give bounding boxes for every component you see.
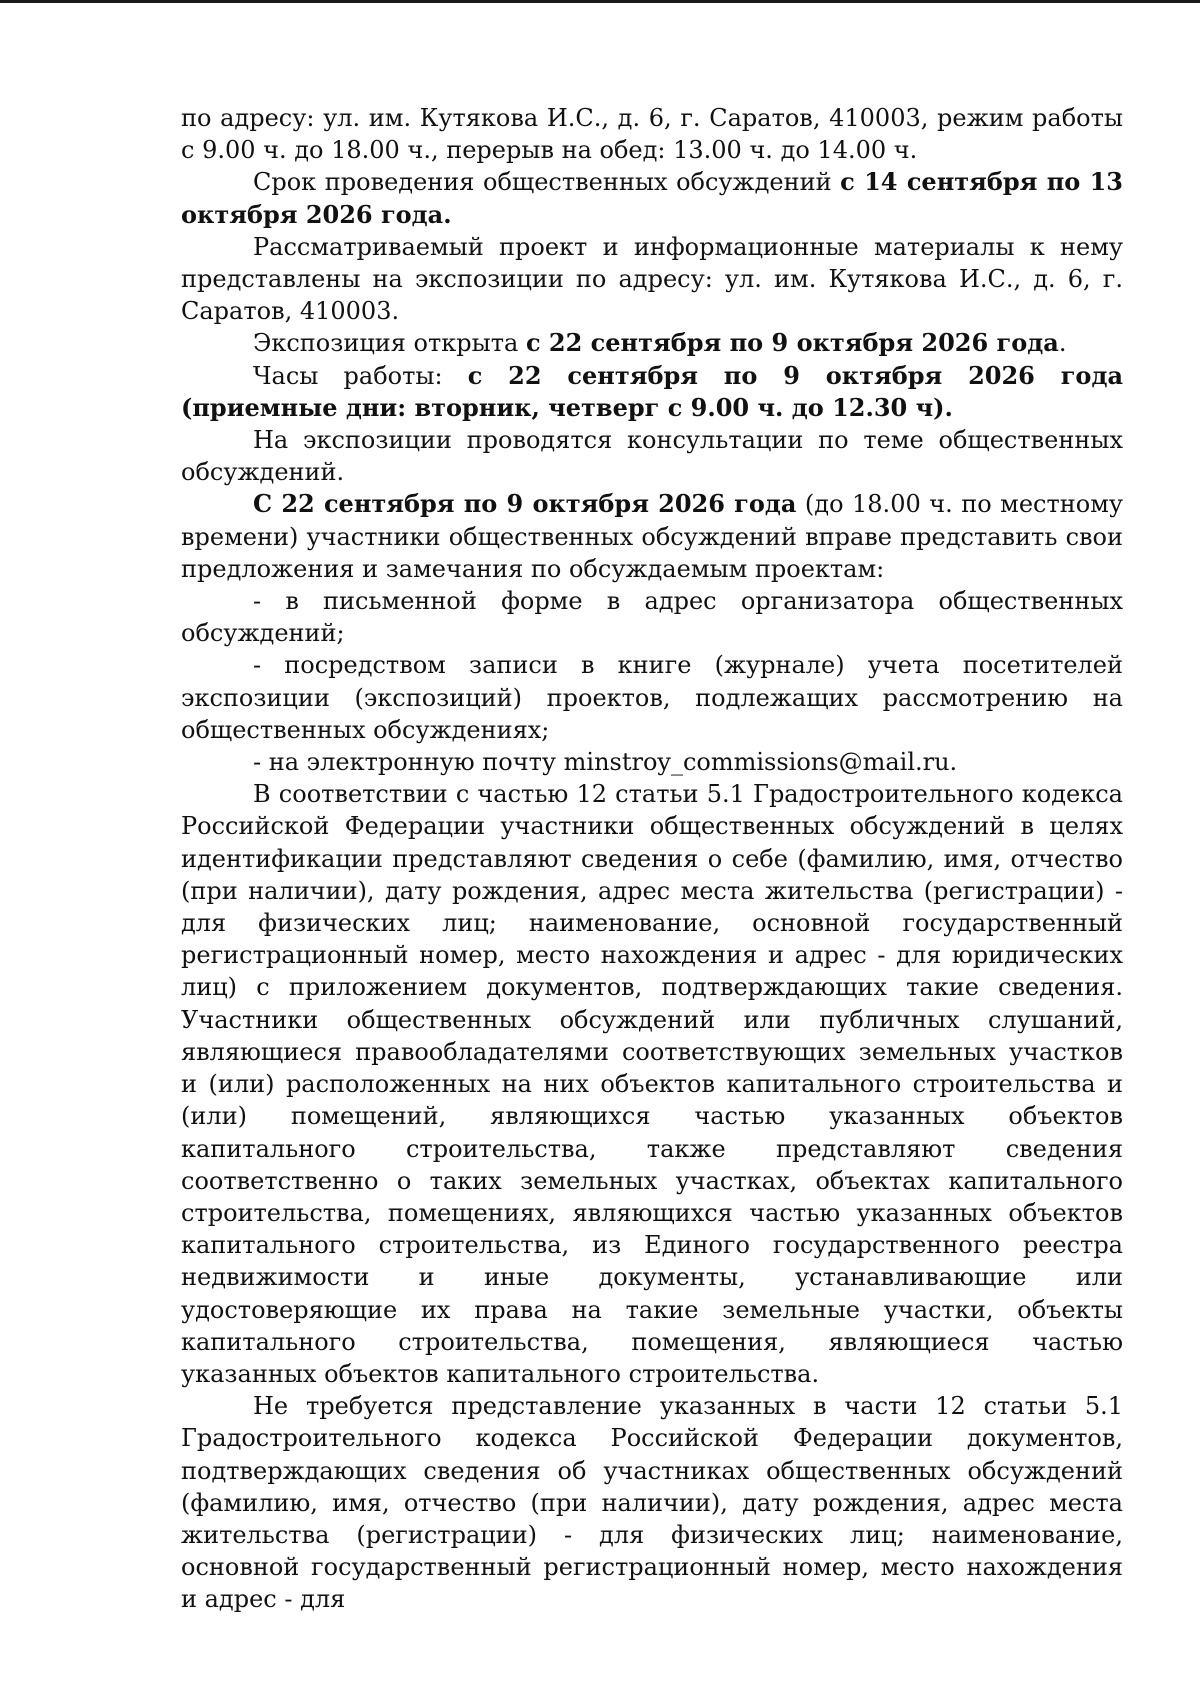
paragraph: [181, 649, 1123, 746]
text-run: В соответствии с частью 12 статьи 5.1 Градостроительного кодекса Российской Федерации участники общественных обсуждений в целях идентификации представляют сведения о себе (фамилию, имя, отчество (при наличии), дату рождения, адрес места жительства (регистрации) - для физических лиц; наименование, основной государственный регистрационный номер, место нахождения и адрес - для юридических лиц) с приложением документов, подтверждающих такие сведения. Участники общественных обсуждений или публичных слушаний, являющиеся правообладателями соответствующих земельных участков и (или) расположенных на них объектов капитального строительства и (или) помещений, являющихся частью указанных объектов капитального строительства, также представляют сведения соответственно о таких земельных участках, объектах капитального строительства, помещениях, являющихся частью указанных объектов капитального строительства, из Единого государственного реестра недвижимости и иные документы, устанавливающие или удостоверяющие их права на такие земельные участки, объекты капитального строительства, помещения, являющиеся частью указанных объектов капитального строительства.: [181, 780, 1123, 1388]
paragraph: [181, 102, 1123, 166]
text-run: Часы работы:: [253, 361, 468, 390]
document-page: [181, 102, 1123, 1616]
paragraph: [181, 424, 1123, 488]
paragraph: [181, 327, 1123, 359]
text-run: .: [1058, 329, 1067, 358]
paragraph: [181, 231, 1123, 328]
text-run: Срок проведения общественных обсуждений: [253, 168, 841, 197]
text-run: - в письменной форме в адрес организатора общественных обсуждений;: [181, 587, 1123, 648]
paragraph: [181, 585, 1123, 649]
paragraph: [181, 166, 1123, 230]
text-run: (до 18.00 ч. по местному времени) участники общественных обсуждений вправе представить свои предложения и замечания по обсуждаемым проектам:: [181, 490, 1123, 583]
text-run: Экспозиция открыта: [253, 329, 526, 358]
paragraph: [181, 488, 1123, 585]
paragraph: [181, 360, 1123, 424]
scan-edge-line: [0, 0, 1200, 3]
text-run: На экспозиции проводятся консультации по теме общественных обсуждений.: [181, 426, 1123, 487]
text-run: по адресу: ул. им. Кутякова И.С., д. 6, г. Саратов, 410003, режим работы с 9.00 ч. до 18.00 ч., перерыв на обед: 13.00 ч. до 14.00 ч.: [181, 104, 1123, 165]
text-run: Рассматриваемый проект и информационные материалы к нему представлены на экспозиции по адресу: ул. им. Кутякова И.С., д. 6, г. Саратов, 410003.: [181, 232, 1123, 326]
bold-text-run: с 22 сентября по 9 октября 2026 года (приемные дни: вторник, четверг с 9.00 ч. до 12.30 ч).: [181, 360, 1123, 422]
paragraph: [181, 778, 1123, 1390]
paragraph: [181, 746, 1123, 778]
paragraph: [181, 1390, 1123, 1615]
bold-text-run: С 22 сентября по 9 октября 2026 года: [253, 489, 797, 519]
bold-text-run: с 22 сентября по 9 октября 2026 года: [525, 328, 1059, 358]
text-run: - на электронную почту minstroy_commissions@mail.ru.: [253, 748, 958, 777]
text-run: Не требуется представление указанных в части 12 статьи 5.1 Градостроительного кодекса Российской Федерации документов, подтверждающих сведения об участниках общественных обсуждений (фамилию, имя, отчество (при наличии), дату рождения, адрес места жительства (регистрации) - для физических лиц; наименование, основной государственный регистрационный номер, место нахождения и адрес - для: [181, 1392, 1123, 1614]
bold-text-run: с 14 сентября по 13 октября 2026 года.: [181, 167, 1123, 229]
text-run: - посредством записи в книге (журнале) учета посетителей экспозиции (экспозиций) проектов, подлежащих рассмотрению на общественных обсуждениях;: [181, 651, 1123, 744]
